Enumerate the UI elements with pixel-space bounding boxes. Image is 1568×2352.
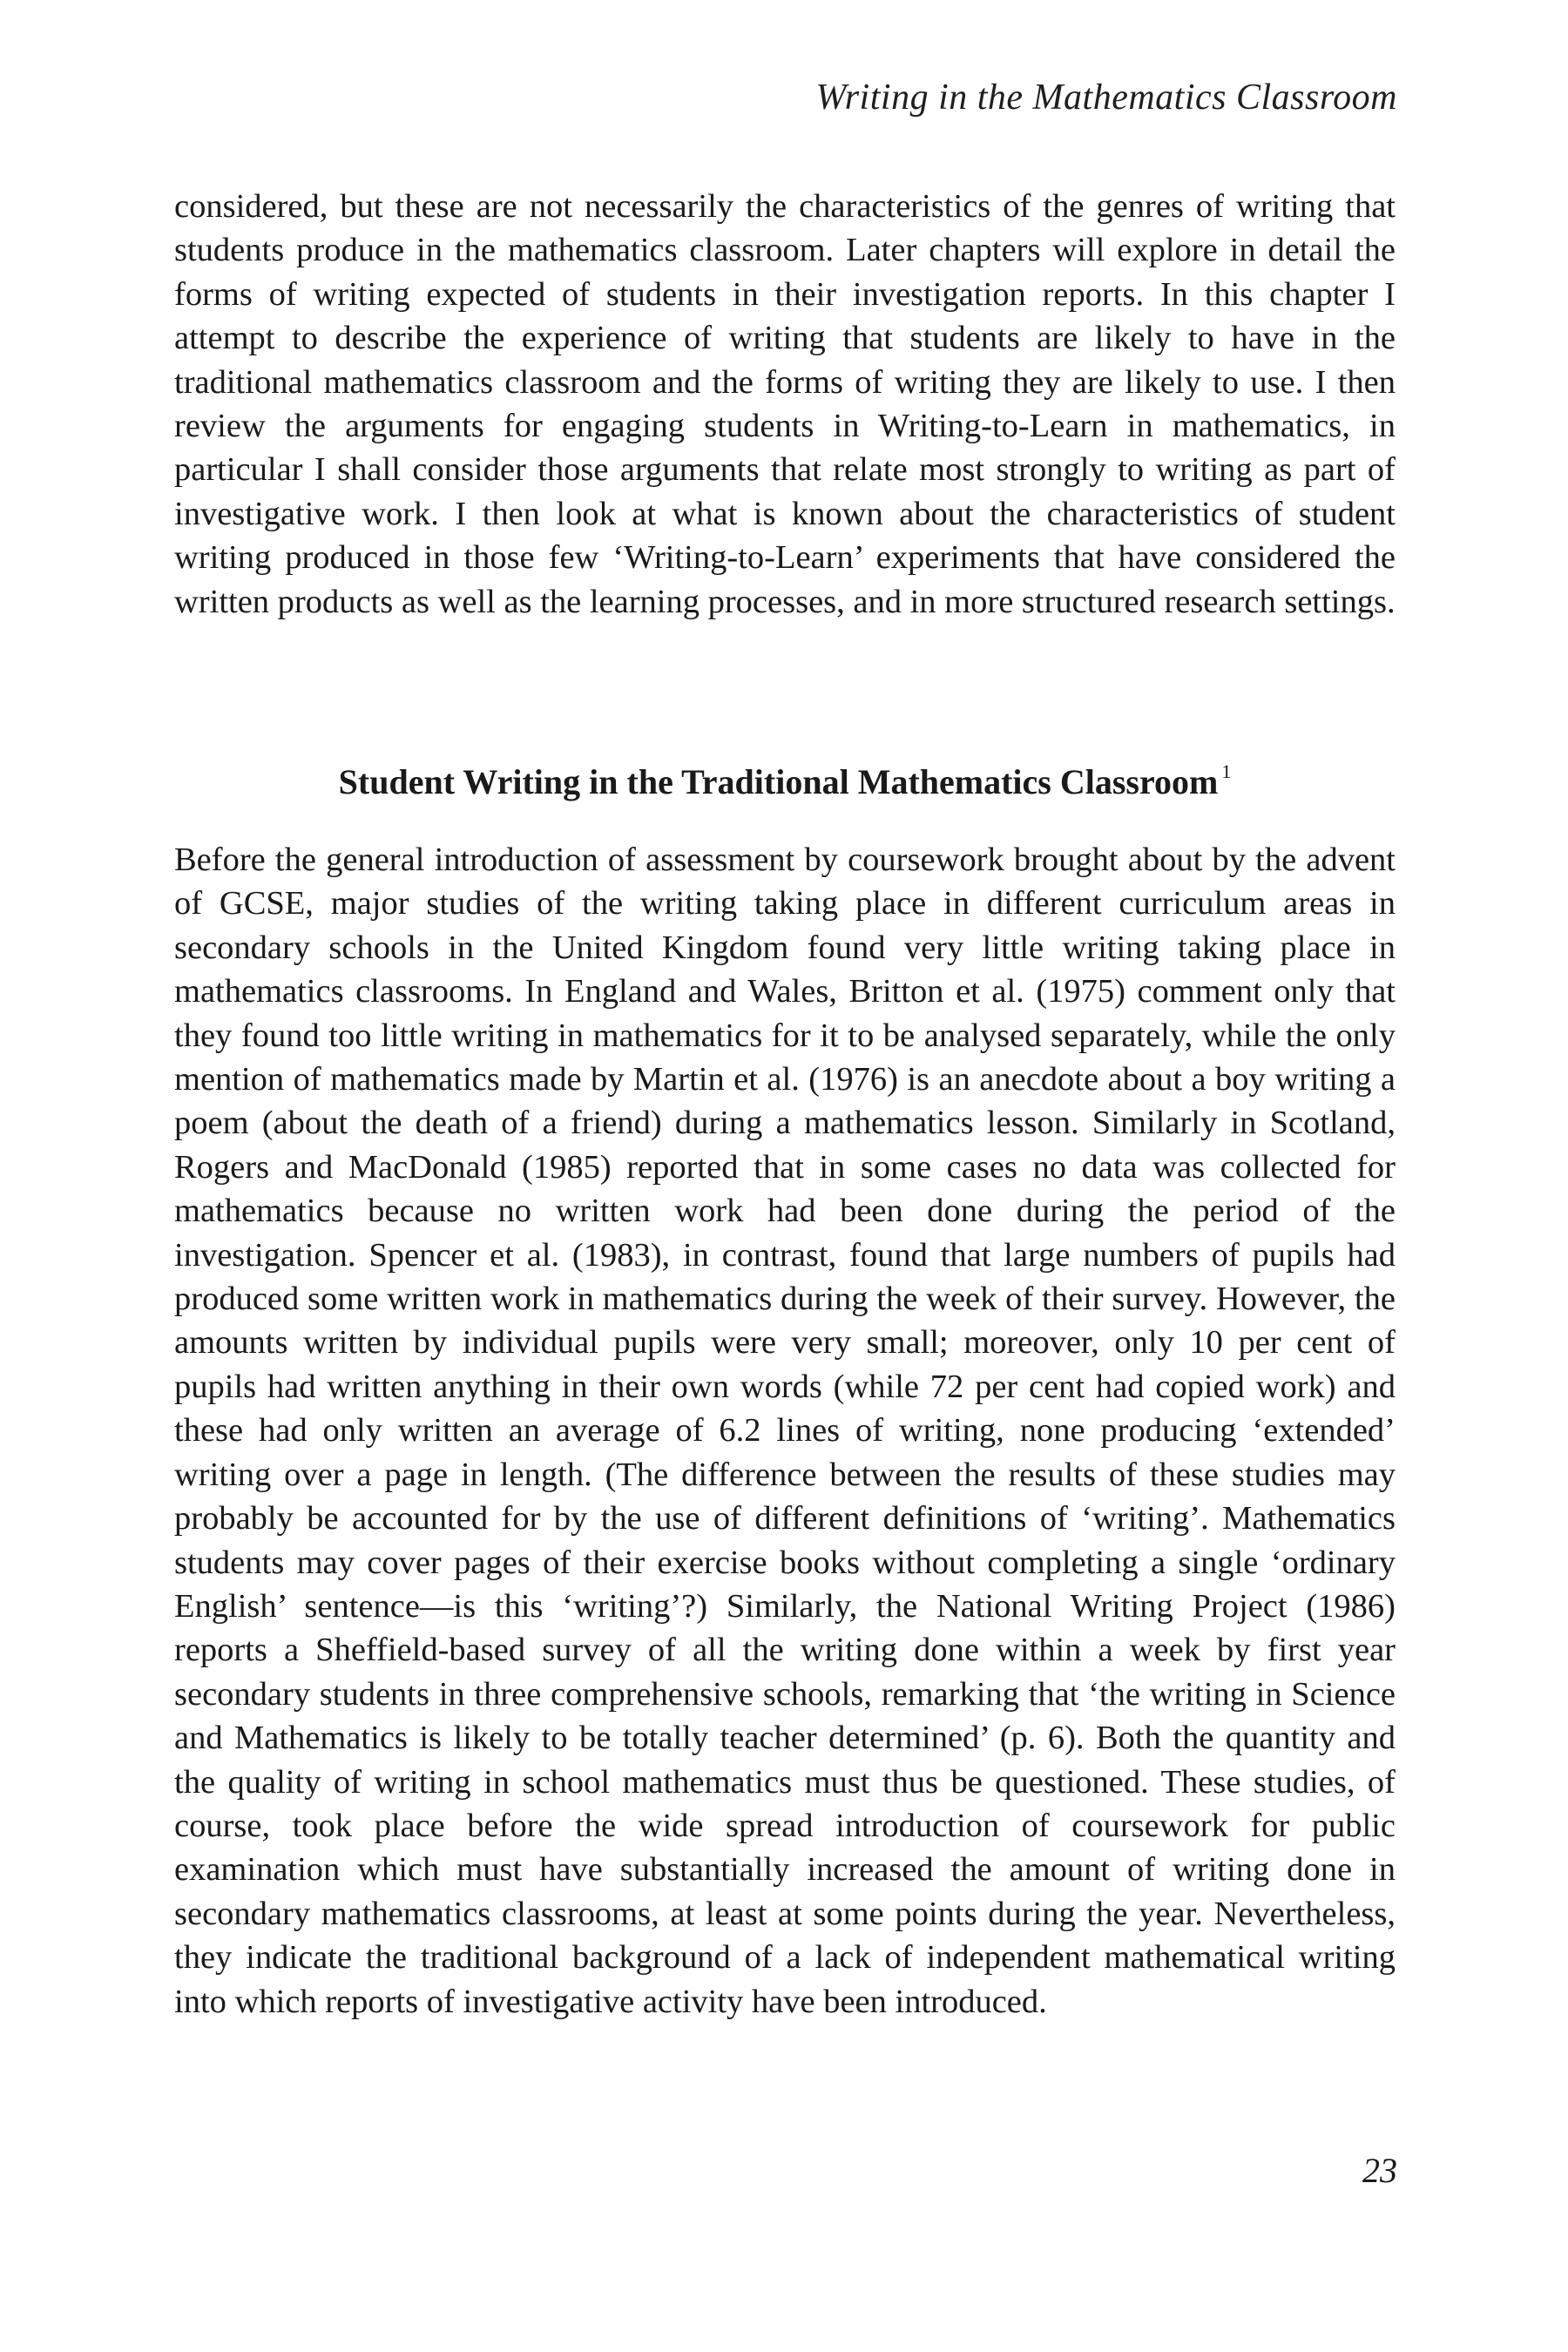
page-number: 23: [1362, 2151, 1397, 2190]
footnote-marker: 1: [1221, 760, 1232, 782]
running-head: Writing in the Mathematics Classroom: [815, 78, 1397, 118]
section-heading-title: Student Writing in the Traditional Mathematics Classroom: [338, 762, 1219, 801]
section-paragraph: Before the general introduction of assessment by coursework brought about by the advent of GCSE, major studies of the writing taking place in different curriculum areas in secondary schools in the United Kingdom found very little writing taking place in mathematics classrooms. In England and Wales, Britton et al. (1975) comment only that they found too little writing in mathematics for it to be analysed separately, while the only mention of mathematics made by Martin et al. (1976) is an anecdote about a boy writing a poem (about the death of a friend) during a mathematics lesson. Similarly in Scotland, Rogers and MacDonald (1985) reported that in some cases no data was collected for mathematics because no written work had been done during the period of the investigation. Spencer et al. (1983), in contrast, found that large numbers of pupils had produced some written work in mathematics during the week of their survey. However, the amounts written by individual pupils were very small; moreover, only 10 per cent of pupils had written anything in their own words (while 72 per cent had copied work) and these had only written an average of 6.2 lines of writing, none producing ‘extended’ writing over a page in length. (The difference between the results of these studies may probably be accounted for by the use of different definitions of ‘writing’. Mathematics students may cover pages of their exercise books without completing a single ‘ordinary English’ sentence—is this ‘writing’?) Similarly, the National Writing Project (1986) reports a Sheffield-based survey of all the writing done within a week by first year secondary students in three comprehensive schools, remarking that ‘the writing in Science and Mathematics is likely to be totally teacher determined’ (p. 6). Both the quantity and the quality of writing in school mathematics must thus be questioned. These studies, of course, took place before the wide spread introduction of coursework for public examination which must have substantially increased the amount of writing done in secondary mathematics classrooms, at least at some points during the year. Nevertheless, they indicate the traditional background of a lack of independent mathematical writing into which reports of investigative activity have been introduced.: [174, 841, 1396, 2020]
section-heading: [174, 749, 1396, 805]
intro-paragraph: considered, but these are not necessarily the characteristics of the genres of writing that students produce in the mathematics classroom. Later chapters will explore in detail the forms of writing expected of students in their investigation reports. In this chapter I attempt to describe the experience of writing that students are likely to have in the traditional mathematics classroom and the forms of writing they are likely to use. I then review the arguments for engaging students in Writing-to-Learn in mathematics, in particular I shall consider those arguments that relate most strongly to writing as part of investigative work. I then look at what is known about the characteristics of student writing produced in those few ‘Writing-to-Learn’ experiments that have considered the written products as well as the learning processes, and in more structured research settings.: [174, 188, 1396, 620]
